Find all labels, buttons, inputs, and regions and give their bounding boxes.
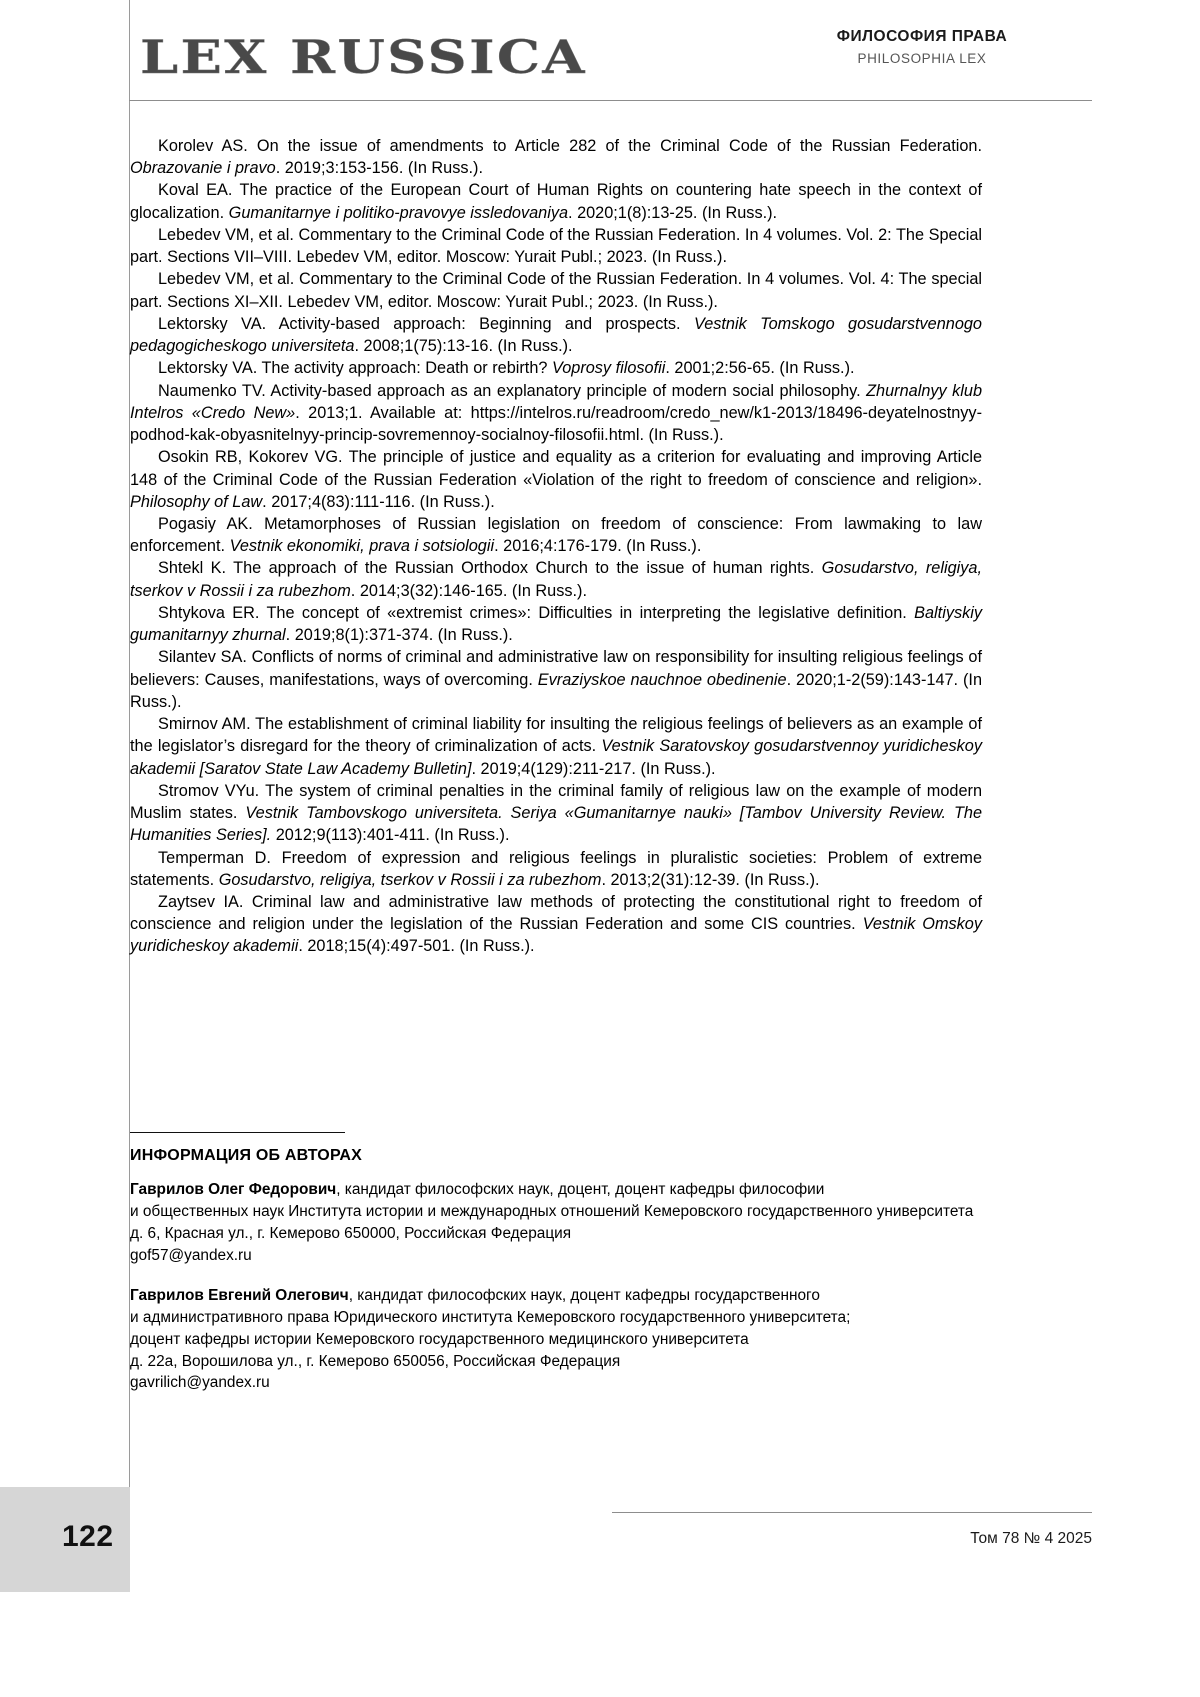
reference-item: Shtekl K. The approach of the Russian Orthodox Church to the issue of human rights. Gosudarstvo, religiya, tserkov v Rossii i za rubezhom. 2014;3(32):146-165. (In Russ.). (130, 559, 982, 600)
reference-item: Korolev AS. On the issue of amendments to Article 282 of the Criminal Code of the Russian Federation. Obrazovanie i pravo. 2019;3:153-156. (In Russ.). (130, 137, 982, 178)
author-entry: Гаврилов Олег Федорович, кандидат философских наук, доцент, доцент кафедры философии и общественных наук Института истории и международных отношений Кемеровского государственного университета д. 6, Красная ул., г. Кемерово 650000, Российская Федерация gof57@yandex.ru (130, 1181, 974, 1265)
authors-information-section (130, 1132, 982, 1412)
section-title-group (752, 28, 1092, 66)
authors-section-heading: ИНФОРМАЦИЯ ОБ АВТОРАХ (130, 1147, 363, 1165)
page-left-margin (0, 0, 14, 1697)
reference-item: Silantev SA. Conflicts of norms of criminal and administrative law on responsibility for insulting religious feelings of believers: Causes, manifestations, ways of overcoming. Evraziyskoe nauchnoe obedinenie. 2020;1-2(59):143-147. (In Russ.). (130, 648, 982, 711)
section-title-latin: PHILOSOPHIA LEX (857, 51, 987, 66)
references-list (130, 135, 982, 958)
reference-item: Shtykova ER. The concept of «extremist crimes»: Difficulties in interpreting the legislative definition. Baltiyskiy gumanitarnyy zhurnal. 2019;8(1):371-374. (In Russ.). (130, 603, 982, 645)
header-divider (129, 100, 1092, 101)
reference-item: Osokin RB, Kokorev VG. The principle of justice and equality as a criterion for evaluating and improving Article 148 of the Criminal Code of the Russian Federation «Violation of the right to freedom of conscience and religion». Philosophy of Law. 2017;4(83):111-116. (In Russ.). (130, 448, 982, 511)
reference-item: Lektorsky VA. The activity approach: Death or rebirth? Voprosy filosofii. 2001;2:56-65. (In Russ.). (158, 359, 855, 378)
reference-item: Lebedev VM, et al. Commentary to the Criminal Code of the Russian Federation. In 4 volumes. Vol. 2: The Special part. Sections VII–VIII. Lebedev VM, editor. Moscow: Yurait Publ.; 2023. (In Russ.). (130, 225, 982, 267)
section-title-ru: ФИЛОСОФИЯ ПРАВА (836, 28, 1008, 45)
reference-item: Smirnov AM. The establishment of criminal liability for insulting the religious feelings of believers as an example of the legislator’s disregard for the theory of criminalization of acts. Vestnik Saratovskoy gosudarstvennoy yuridicheskoy akademii [Saratov State Law Academy Bulletin]. 2019;4(129):211-217. (In Russ.). (130, 715, 982, 778)
reference-item: Pogasiy AK. Metamorphoses of Russian legislation on freedom of conscience: From lawmaking to law enforcement. Vestnik ekonomiki, prava i sotsiologii. 2016;4:176-179. (In Russ.). (130, 514, 982, 556)
reference-item: Stromov VYu. The system of criminal penalties in the criminal family of religious law on the example of modern Muslim states. Vestnik Tambovskogo universiteta. Seriya «Gumanitarnye nauki» [Tambov University Review. The Humanities Series]. 2012;9(113):401-411. (In Russ.). (130, 781, 982, 845)
reference-item: Naumenko TV. Activity-based approach as an explanatory principle of modern social philosophy. Zhurnalnyy klub Intelros «Credo New». 2013;1. Available at: https://intelros.ru/readroom/credo_new/k1-2013/18496-deyatelnostnyy-podhod-kak-obyasnitelnyy-princip-sovremennoy-socialnoy-filosofii.html. (In Russ.). (130, 381, 983, 445)
section-rule (130, 1132, 345, 1133)
reference-item: Lebedev VM, et al. Commentary to the Criminal Code of the Russian Federation. In 4 volumes. Vol. 4: The special part. Sections XI–XII. Lebedev VM, editor. Moscow: Yurait Publ.; 2023. (In Russ.). (130, 270, 982, 311)
issue-label: Том 78 № 4 2025 (970, 1530, 1092, 1547)
footer-divider (612, 1512, 1092, 1513)
page-number: 122 (62, 1520, 114, 1553)
reference-item: Koval EA. The practice of the European Court of Human Rights on countering hate speech in the context of glocalization. Gumanitarnye i politiko-pravovye issledovaniya. 2020;1(8):13-25. (In Russ.). (130, 181, 982, 222)
reference-item: Temperman D. Freedom of expression and religious feelings in pluralistic societies: Problem of extreme statements. Gosudarstvo, religiya, tserkov v Rossii i za rubezhom. 2013;2(31):12-39. (In Russ.). (130, 848, 982, 889)
page-header (0, 0, 1200, 105)
reference-item: Zaytsev IA. Criminal law and administrative law methods of protecting the constitutional right to freedom of conscience and religion under the legislation of the Russian Federation and some CIS countries. Vestnik Omskoy yuridicheskoy akademii. 2018;15(4):497-501. (In Russ.). (130, 892, 982, 956)
reference-item: Lektorsky VA. Activity-based approach: Beginning and prospects. Vestnik Tomskogo gosudarstvennogo pedagogicheskogo universiteta. 2008;1(75):13-16. (In Russ.). (130, 314, 982, 356)
journal-masthead: LEX RUSSICA (140, 30, 587, 84)
author-entry: Гаврилов Евгений Олегович, кандидат философских наук, доцент кафедры государственного и административного права Юридического института Кемеровского государственного университета; доцент кафедры истории Кемеровского государственного медицинского университета д. 22а, Ворошилова ул., г. Кемерово 650056, Российская Федерация gavrilich@yandex.ru (130, 1286, 851, 1392)
